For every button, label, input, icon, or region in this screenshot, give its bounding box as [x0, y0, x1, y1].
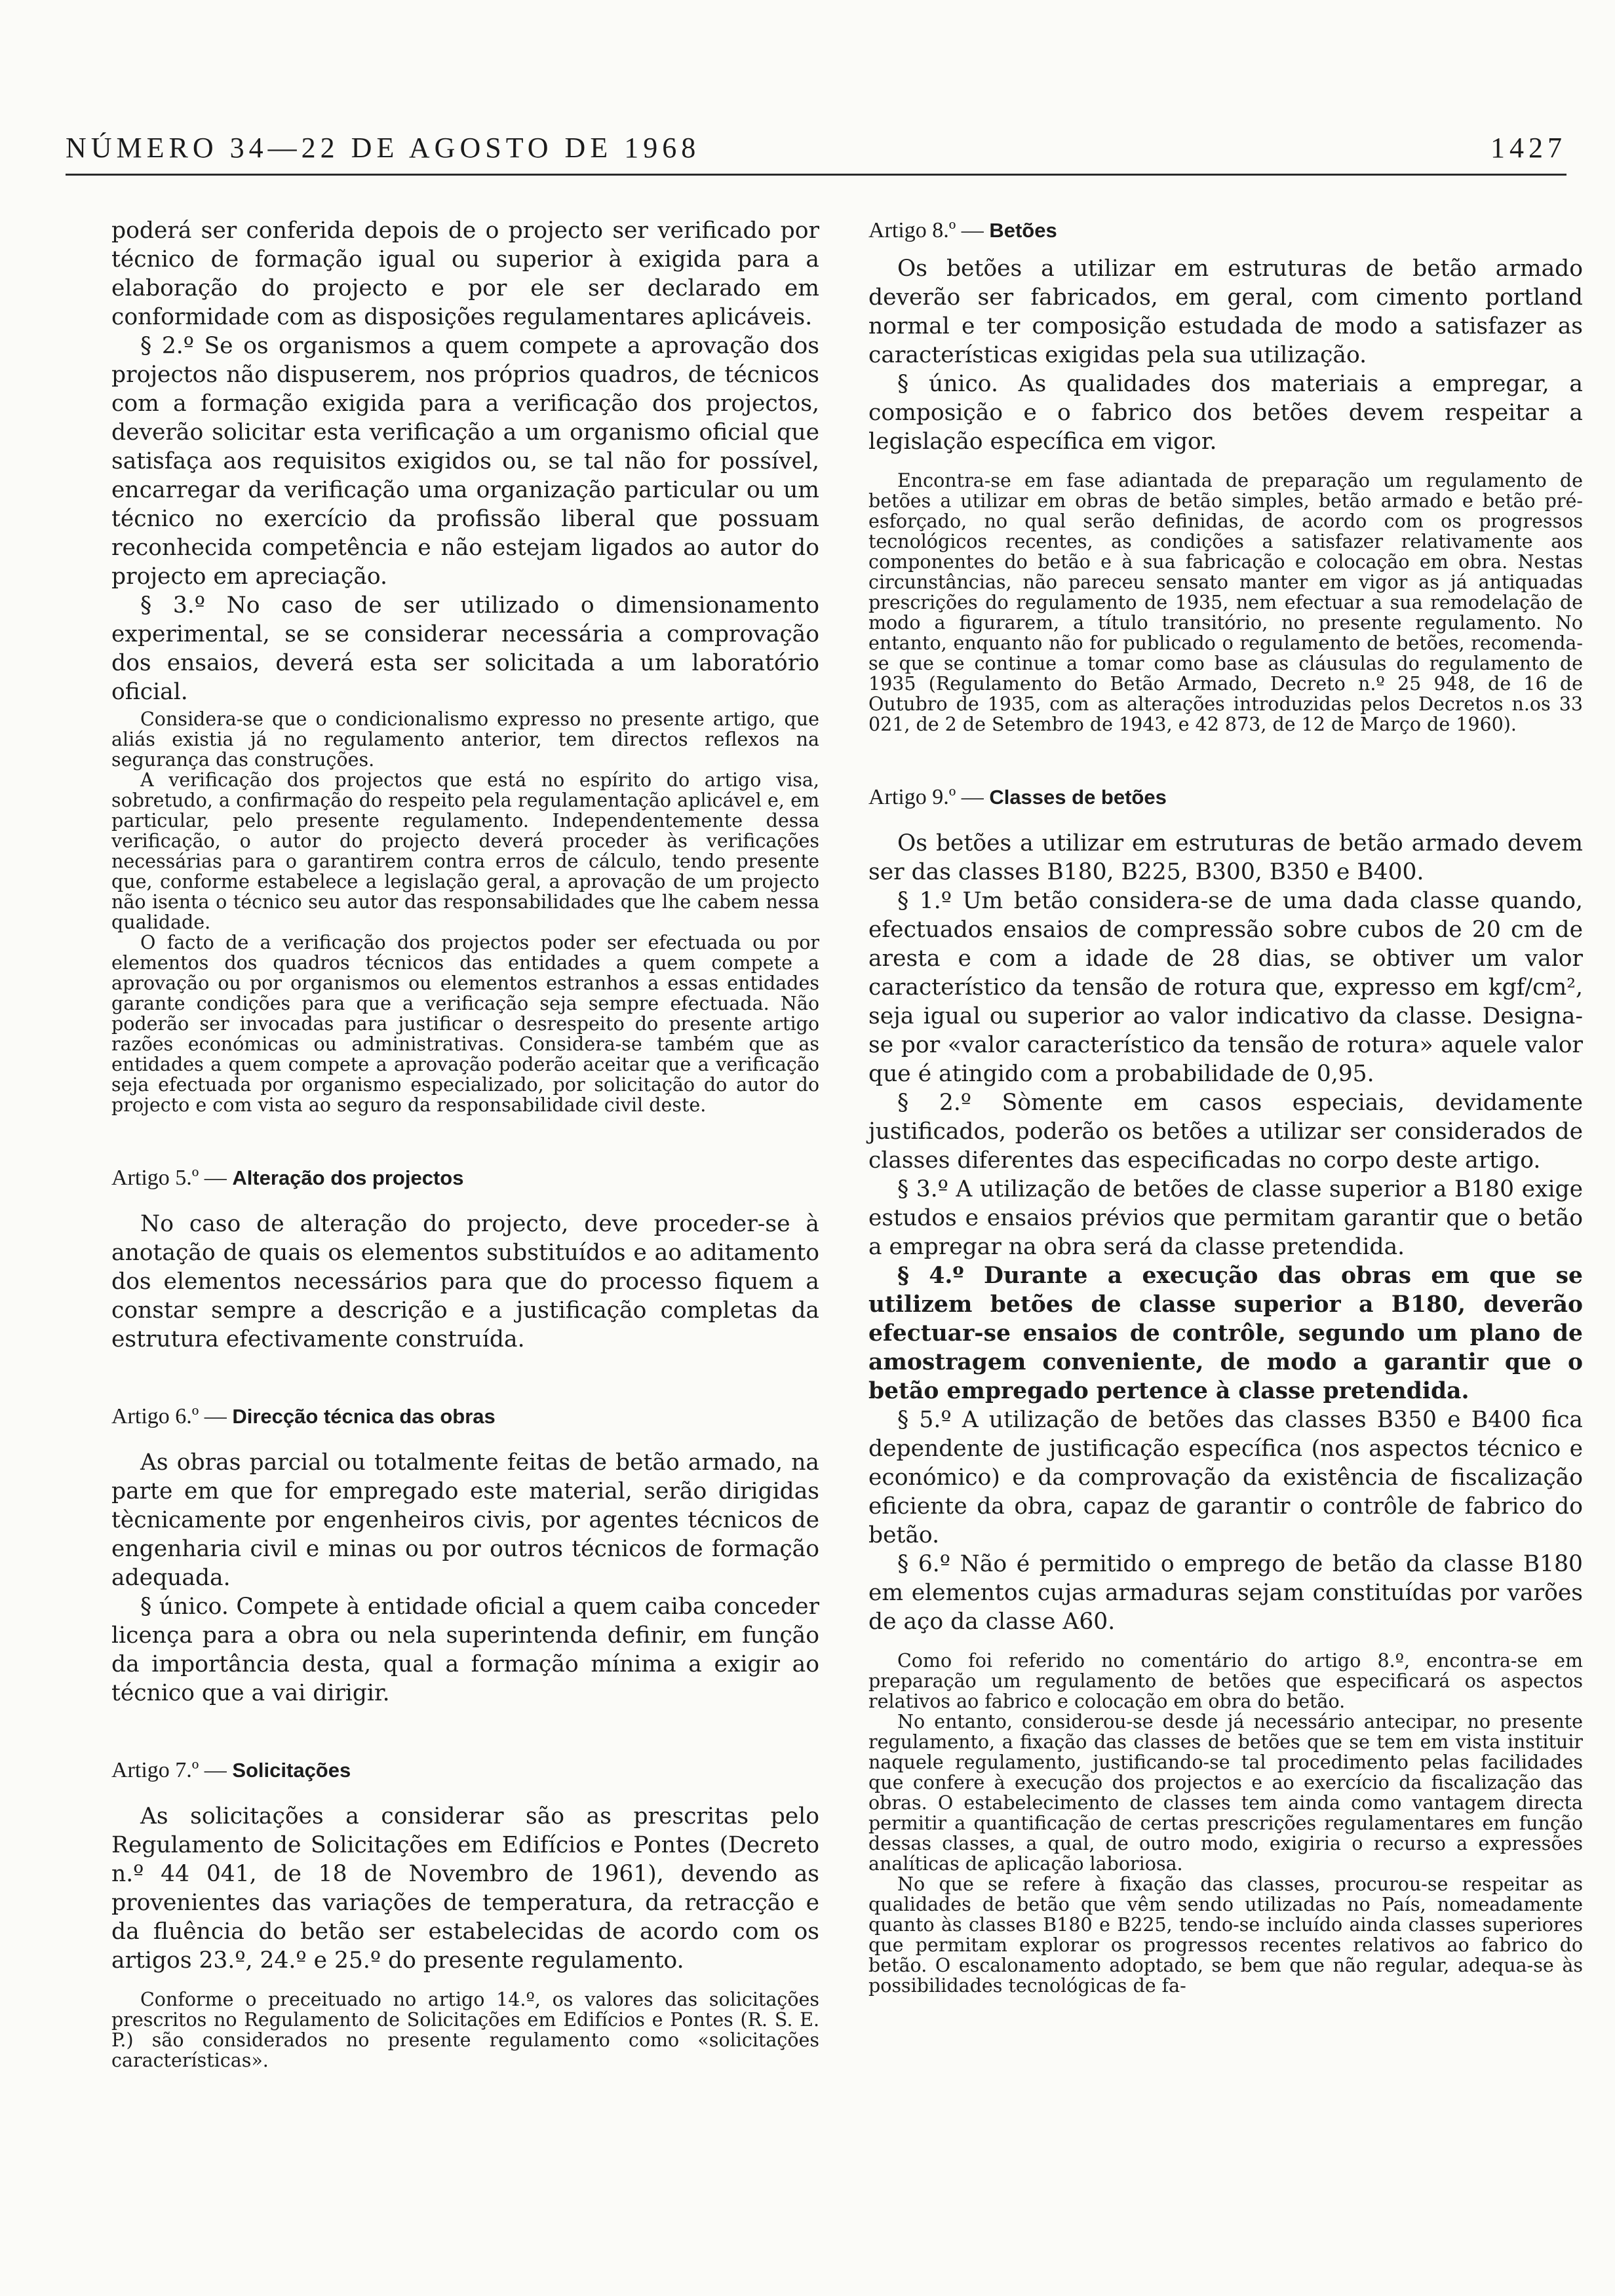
- art9-comment-3: No que se refere à fixação das classes, procurou-se respeitar as qualidades de betão que vêm sendo utilizadas no País, nomeadamente quanto às classes B180 e B225, tendo-se incluído ainda classes superiores que permitam explorar os progressos recentes relativos ao fabrico do betão. O escalonamento adoptado, se bem que não regular, adequa-se às possibilidades tecnológicas de fa-: [868, 1873, 1583, 1997]
- art8-body: Os betões a utilizar em estruturas de betão armado deverão ser fabricados, em geral, com cimento portland normal e ter composição estudada de modo a satisfazer as características exigidas pela sua utilização.: [868, 256, 1583, 368]
- art7-name: Solicitações: [232, 1759, 351, 1782]
- art8-heading: [868, 216, 1583, 245]
- page-number: 1427: [1490, 131, 1566, 164]
- art9-label: Artigo 9.º —: [868, 785, 990, 809]
- art9-paragraph-5: § 5.º A utilização de betões das classes B350 e B400 fica dependente de justificação específica (nos aspectos técnico e económico) e da comprovação da existência de fiscalização eficiente da obra, capaz de garantir o contrôle de fabrico do betão.: [868, 1407, 1583, 1548]
- left-column: [111, 216, 819, 2071]
- art6-unico: § único. Compete à entidade oficial a quem caiba conceder licença para a obra ou nela superintenda definir, em função da importância desta, qual a formação mínima a exigir ao técnico que a vai dirigir.: [111, 1594, 819, 1706]
- art9-comment-1: Como foi referido no comentário do artigo 8.º, encontra-se em preparação um regulamento de betões que especificará os aspectos relativos ao fabrico e colocação em obra do betão.: [868, 1650, 1583, 1712]
- issue-date: NÚMERO 34—22 DE AGOSTO DE 1968: [66, 131, 701, 164]
- art4-paragraph-3: § 3.º No caso de ser utilizado o dimensionamento experimental, se se considerar necessária a comprovação dos ensaios, deverá esta ser solicitada a um laboratório oficial.: [111, 592, 819, 705]
- art9-comment-2: No entanto, considerou-se desde já necessário antecipar, no presente regulamento, a fixação das classes de betões que se tem em vista instituir naquele regulamento, justificando-se tal procedimento pelas facilidades que confere à execução dos projectos e ao exercício da fiscalização das obras. O estabelecimento de classes tem ainda como vantagem directa permitir a quantificação de certas prescrições regulamentares em função dessas classes, a qual, de outro modo, exigiria o recurso a expressões analíticas de aplicação laboriosa.: [868, 1711, 1583, 1875]
- art9-paragraph-3: § 3.º A utilização de betões de classe superior a B180 exige estudos e ensaios prévios que permitam garantir que o betão a empregar na obra será da classe pretendida.: [868, 1176, 1583, 1260]
- art5-name: Alteração dos projectos: [232, 1166, 464, 1189]
- art9-heading: [868, 783, 1583, 812]
- art5-label: Artigo 5.º —: [111, 1166, 233, 1190]
- art4-comment-3: O facto de a verificação dos projectos poder ser efectuada ou por elementos dos quadros técnicos das entidades a quem compete a aprovação ou por organismos ou elementos estranhos a essas entidades garante condições para que a verificação seja sempre efectuada. Não poderão ser invocadas para justificar o desrespeito do presente artigo razões económicas ou administrativas. Considera-se também que as entidades a quem compete a aprovação poderão aceitar que a verificação seja efectuada por organismo especializado, por solicitação do autor do projecto e com vista ao seguro da responsabilidade civil deste.: [111, 932, 819, 1116]
- continuation-paragraph: poderá ser conferida depois de o projecto ser verificado por técnico de formação igual ou superior à exigida para a elaboração do projecto e por ele ser declarado em conformidade com as disposições regulamentares aplicáveis.: [111, 218, 819, 330]
- art9-name: Classes de betões: [989, 786, 1167, 809]
- art9-body: Os betões a utilizar em estruturas de betão armado devem ser das classes B180, B225, B300, B350 e B400.: [868, 830, 1583, 885]
- art8-name: Betões: [989, 219, 1057, 242]
- art7-label: Artigo 7.º —: [111, 1758, 233, 1782]
- art4-comment-1: Considera-se que o condicionalismo expresso no presente artigo, que aliás existia já no regulamento anterior, tem directos reflexos na segurança das construções.: [111, 708, 819, 771]
- art6-name: Direcção técnica das obras: [232, 1405, 496, 1428]
- art9-paragraph-1: § 1.º Um betão considera-se de uma dada classe quando, efectuados ensaios de compressão sobre cubos de 20 cm de aresta e com a idade de 28 dias, se obtiver um valor característico da tensão de rotura que, expresso em kgf/cm², seja igual ou superior ao valor indicativo da classe. Designa-se por «valor característico da tensão de rotura» aquele valor que é atingido com a probabilidade de 0,95.: [868, 888, 1583, 1087]
- art6-label: Artigo 6.º —: [111, 1404, 233, 1428]
- art7-comment: Conforme o preceituado no artigo 14.º, os valores das solicitações prescritos no Regulamento de Solicitações em Edifícios e Pontes (R. S. E. P.) são considerados no presente regulamento como «solicitações características».: [111, 1989, 819, 2071]
- art8-unico: § único. As qualidades dos materiais a empregar, a composição e o fabrico dos betões devem respeitar a legislação específica em vigor.: [868, 371, 1583, 455]
- art7-body: As solicitações a considerar são as prescritas pelo Regulamento de Solicitações em Edifícios e Pontes (Decreto n.º 44 041, de 18 de Novembro de 1961), devendo as provenientes das variações de temperatura, da retracção e da fluência do betão ser estabelecidas de acordo com os artigos 23.º, 24.º e 25.º do presente regulamento.: [111, 1803, 819, 1974]
- art9-paragraph-2: § 2.º Sòmente em casos especiais, devidamente justificados, poderão os betões a utilizar ser considerados de classes diferentes das especificadas no corpo deste artigo.: [868, 1090, 1583, 1174]
- art8-label: Artigo 8.º —: [868, 218, 990, 242]
- art7-heading: [111, 1756, 819, 1785]
- art6-body: As obras parcial ou totalmente feitas de betão armado, na parte em que for empregado este material, serão dirigidas tècnicamente por engenheiros civis, por agentes técnicos de engenharia civil e minas ou por outros técnicos de formação adequada.: [111, 1449, 819, 1591]
- art4-paragraph-2: § 2.º Se os organismos a quem compete a aprovação dos projectos não dispuserem, nos próprios quadros, de técnicos com a formação exigida para a verificação dos projectos, deverão solicitar esta verificação a um organismo oficial que satisfaça aos requisitos exigidos ou, se tal não for possível, encarregar da verificação uma organização particular ou um técnico no exercício da profissão liberal que possuam reconhecida competência e não estejam ligados ao autor do projecto em apreciação.: [111, 333, 819, 590]
- art8-comment: Encontra-se em fase adiantada de preparação um regulamento de betões a utilizar em obras de betão simples, betão armado e betão pré-esforçado, no qual serão definidas, de acordo com os progressos tecnológicos recentes, as condições a satisfazer relativamente aos componentes do betão e à sua fabricação e colocação em obra. Nestas circunstâncias, não pareceu sensato manter em vigor as já antiquadas prescrições do regulamento de 1935, nem efectuar a sua remodelação de modo a figurarem, a título transitório, no presente regulamento. No entanto, enquanto não for publicado o regulamento de betões, recomenda-se que se continue a tomar como base as cláusulas do regulamento de 1935 (Regulamento do Betão Armado, Decreto n.º 25 948, de 16 de Outubro de 1935, com as alterações introduzidas pelos Decretos n.os 33 021, de 2 de Setembro de 1943, e 42 873, de 12 de Março de 1960).: [868, 470, 1583, 735]
- art4-comment-2: A verificação dos projectos que está no espírito do artigo visa, sobretudo, a confirmação do respeito pela regulamentação aplicável e, em particular, pelo presente regulamento. Independentemente dessa verificação, o autor do projecto deverá proceder às verificações necessárias para o garantirem contra erros de cálculo, tendo presente que, conforme estabelece a legislação geral, a aprovação de um projecto não isenta o técnico seu autor das responsabilidades que lhe cabem nessa qualidade.: [111, 769, 819, 933]
- art6-heading: [111, 1402, 819, 1431]
- art5-body: No caso de alteração do projecto, deve proceder-se à anotação de quais os elementos substituídos e ao aditamento dos elementos necessários para que do processo fiquem a constar sempre a descrição e a justificação completas da estrutura efectivamente construída.: [111, 1211, 819, 1352]
- art9-paragraph-6: § 6.º Não é permitido o emprego de betão da classe B180 em elementos cujas armaduras sejam constituídas por varões de aço da classe A60.: [868, 1551, 1583, 1635]
- art5-heading: [111, 1164, 819, 1193]
- page-header: [66, 121, 1566, 176]
- art9-paragraph-4: § 4.º Durante a execução das obras em que se utilizem betões de classe superior a B180, deverão efectuar-se ensaios de contrôle, segundo um plano de amostragem conveniente, de modo a garantir que o betão empregado pertence à classe pretendida.: [868, 1263, 1583, 1404]
- right-column: [868, 216, 1583, 1996]
